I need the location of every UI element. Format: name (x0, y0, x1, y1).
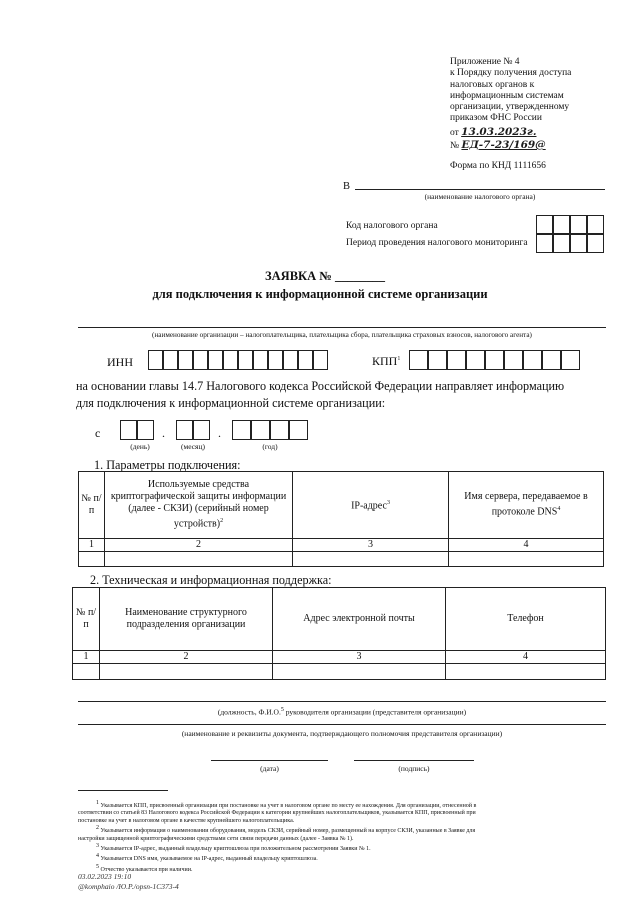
footnote-text: Указывается DNS имя, указываемое на IP-адрес, выданный владельцу криптошлюза. (100, 856, 318, 863)
appendix-line: налоговых органов к (450, 79, 535, 90)
col-skzi-text: Используемые средства криптографической защиты информации (далее - СКЗИ) (серийный номер устройств) (110, 479, 287, 530)
kpp-label-text: КПП (372, 354, 398, 368)
col-email-header: Адрес электронной почты (273, 588, 446, 651)
col-department-header: Наименование структурного подразделения организации (100, 588, 273, 651)
col-number-header: № п/п (73, 588, 100, 651)
footnote-item (78, 853, 606, 863)
col-num-cell: 2 (105, 539, 293, 552)
order-date-label: от (450, 128, 459, 138)
footnote-item (78, 818, 606, 825)
footnote-text: Отчество указывается при наличии. (100, 866, 193, 873)
organization-line (78, 318, 606, 328)
period-cell (553, 233, 570, 253)
period-cell (587, 233, 604, 253)
section2-heading: 2. Техническая и информационная поддержка: (90, 573, 332, 587)
date-dot: . (162, 426, 165, 440)
footnote-text: Указывается IP-адрес, выданный владельцу криптошлюза при положительном рассмотрении Заявки № 1. (100, 846, 371, 853)
inn-cell (238, 350, 253, 370)
footnote-ref: 4 (557, 506, 561, 513)
table-cell (100, 664, 273, 680)
kpp-cell (466, 350, 485, 370)
footnote-text: Указывается информация о наименовании оборудования, модель СКЗИ, серийный номер, размещенный на корпусе СКЗИ, указанные в Заявке для (100, 828, 476, 835)
kpp-cell (504, 350, 523, 370)
month-cell (176, 420, 193, 440)
table-header-row (79, 472, 604, 539)
footnote-number: 4 (96, 853, 99, 860)
footnote-ref: 5 (280, 707, 284, 713)
form-code: Форма по КНД 1111656 (450, 161, 546, 171)
table-cell (446, 664, 606, 680)
document-line (78, 715, 606, 725)
footnote-text: постановке на учет в налоговом органе в качестве крупнейшего налогоплательщика. (78, 817, 295, 824)
table-row (73, 651, 606, 664)
appendix-line: организации, утвержденному (450, 102, 570, 113)
connection-params-table (78, 471, 604, 567)
month-cells (176, 420, 210, 440)
footnote-ref: 2 (220, 518, 224, 525)
date-dot: . (218, 426, 221, 440)
footnote-item (78, 810, 606, 817)
kpp-cell (561, 350, 580, 370)
year-caption: (год) (262, 442, 278, 451)
day-caption: (день) (130, 442, 150, 451)
inn-cell (283, 350, 298, 370)
footnote-item (78, 836, 606, 843)
col-num-cell: 1 (79, 539, 105, 552)
date-line (211, 751, 328, 761)
tax-authority-code-label: Код налогового органа (346, 221, 438, 231)
code-cell (536, 215, 553, 235)
inn-cells (148, 350, 328, 370)
footnote-number: 3 (96, 843, 99, 850)
code-cell (587, 215, 604, 235)
month-caption: (месяц) (180, 442, 206, 451)
inn-cell (268, 350, 283, 370)
year-cell (270, 420, 289, 440)
signature-caption: (подпись) (398, 764, 430, 773)
appendix-line: информационным системам (450, 90, 564, 101)
position-caption-text: (должность, Ф.И.О. (217, 707, 281, 717)
day-cell (137, 420, 154, 440)
footnote-text: настройки защищенной криптографическими средствами сети связи передачи данных (далее - Заявка № 1). (78, 835, 354, 842)
document-stamp (78, 872, 179, 891)
kpp-footnote-ref: 1 (397, 356, 401, 362)
inn-cell (163, 350, 178, 370)
order-date (450, 126, 536, 139)
inn-cell (313, 350, 328, 370)
period-cell (536, 233, 553, 253)
section1-heading: 1. Параметры подключения: (94, 458, 241, 472)
inn-cell (208, 350, 223, 370)
code-cell (553, 215, 570, 235)
year-cells (232, 420, 308, 440)
footnote-item (78, 825, 606, 835)
inn-cell (178, 350, 193, 370)
monitoring-period-cells (536, 233, 604, 253)
appendix-line: приказом ФНС России (450, 113, 542, 124)
intro-line-1: на основании главы 14.7 Налогового кодекса Российской Федерации направляет информацию (76, 379, 565, 393)
inn-cell (148, 350, 163, 370)
table-cell (105, 552, 293, 567)
kpp-label (372, 354, 400, 369)
period-cell (570, 233, 587, 253)
stamp-line: 03.02.2023 19:10 (78, 872, 132, 881)
footnote-separator (78, 790, 168, 791)
signature-line (354, 751, 474, 761)
inn-cell (253, 350, 268, 370)
footnote-number: 2 (96, 825, 99, 832)
monitoring-period-label: Период проведения налогового мониторинга (346, 238, 528, 248)
page-title: ЗАЯВКА № ________ (265, 269, 385, 283)
intro-line-2: для подключения к информационной системе организации: (76, 396, 386, 410)
footnotes (78, 800, 606, 874)
tax-authority-caption: (наименование налогового органа) (424, 192, 536, 201)
col-num-cell: 3 (293, 539, 449, 552)
tax-authority-code-cells (536, 215, 604, 235)
kpp-cell (542, 350, 561, 370)
inn-label: ИНН (107, 355, 133, 369)
table-header-row (73, 588, 606, 651)
footnote-number: 5 (96, 863, 99, 870)
code-cell (570, 215, 587, 235)
kpp-cell (428, 350, 447, 370)
footnote-ref: 3 (386, 500, 390, 507)
order-number (450, 139, 546, 152)
position-line (78, 692, 606, 702)
table-row (79, 552, 604, 567)
position-caption-end: руководителя организации (представителя организации) (283, 707, 467, 717)
tax-authority-line (355, 181, 605, 190)
table-cell (293, 552, 449, 567)
support-table (72, 587, 606, 680)
footnote-text: Указывается КПП, присвоенный организации при постановке на учет в налоговом органе по месту ее нахождения. Для организации, отнесенной в (100, 803, 477, 809)
table-row (79, 539, 604, 552)
appendix-line: Приложение № 4 (450, 57, 520, 67)
col-num-cell: 2 (100, 651, 273, 664)
table-cell (79, 552, 105, 567)
day-cell (120, 420, 137, 440)
col-dns-text: Имя сервера, передаваемое в протоколе DNS (464, 491, 588, 518)
kpp-cell (523, 350, 542, 370)
col-skzi-header (105, 472, 293, 539)
order-number-label: № (450, 141, 460, 151)
footnote-text: соответствии со статьей 83 Налогового кодекса Российской Федерации к категории крупнейших налогоплательщиков, указывается КПП, присвоенный при (78, 810, 476, 817)
table-row (73, 664, 606, 680)
kpp-cells (409, 350, 580, 370)
inn-cell (193, 350, 208, 370)
table-cell (273, 664, 446, 680)
col-num-cell: 1 (73, 651, 100, 664)
document-caption: (наименование и реквизиты документа, подтверждающего полномочия представителя организации) (181, 729, 503, 738)
appendix-block (450, 57, 610, 125)
kpp-cell (409, 350, 428, 370)
col-ip-header (293, 472, 449, 539)
col-num-cell: 3 (273, 651, 446, 664)
table-cell (73, 664, 100, 680)
footnote-item (78, 800, 606, 810)
kpp-cell (485, 350, 504, 370)
date-caption: (дата) (260, 764, 279, 773)
stamp-line: @komphaio /Ю.Р./opsп-1С373-4 (78, 881, 179, 891)
order-date-value: 13.03.2023г. (461, 126, 537, 138)
col-ip-text: IP-адрес (351, 500, 387, 512)
col-dns-header (449, 472, 604, 539)
date-prefix: с (95, 426, 101, 440)
footnote-number: 1 (96, 800, 99, 806)
col-num-cell: 4 (446, 651, 606, 664)
appendix-line: к Порядку получения доступа (450, 68, 572, 79)
organization-caption: (наименование организации – налогоплательщика, плательщика сбора, плательщика страховых взносов, налогового агента) (152, 331, 532, 339)
year-cell (289, 420, 308, 440)
page-subtitle: для подключения к информационной системе организации (152, 287, 488, 301)
to-label: В (343, 181, 351, 192)
inn-cell (223, 350, 238, 370)
kpp-cell (447, 350, 466, 370)
footnote-item (78, 843, 606, 853)
year-cell (251, 420, 270, 440)
month-cell (193, 420, 210, 440)
day-cells (120, 420, 154, 440)
inn-cell (298, 350, 313, 370)
col-phone-header: Телефон (446, 588, 606, 651)
year-cell (232, 420, 251, 440)
order-number-value: ЕД-7-23/169@ (461, 139, 546, 151)
col-num-cell: 4 (449, 539, 604, 552)
col-number-header: № п/п (79, 472, 105, 539)
table-cell (449, 552, 604, 567)
